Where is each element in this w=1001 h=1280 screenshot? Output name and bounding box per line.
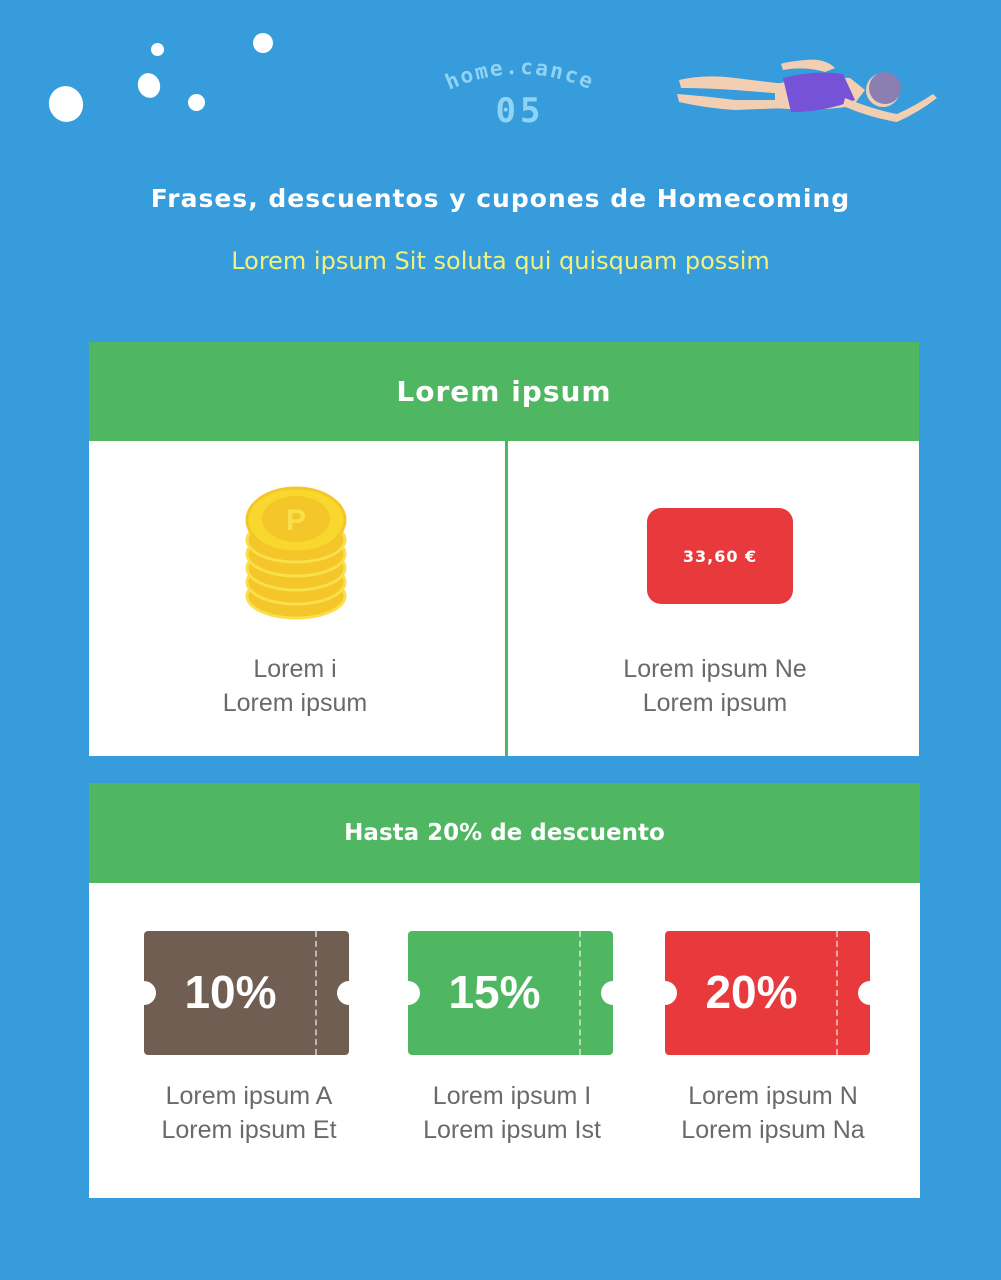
coupon-ticket: [665, 931, 870, 1055]
logo-text: home.cance: [441, 54, 599, 95]
caption-line: Lorem ipsum: [642, 689, 788, 717]
logo-number: 05: [495, 91, 545, 131]
page-title: Frases, descuentos y cupones de Homecoming: [150, 184, 851, 213]
caption-line: Lorem ipsum Ist: [423, 1116, 601, 1144]
card-header: Lorem ipsum: [89, 342, 919, 441]
ticket-notch: [601, 981, 625, 1005]
ticket-notch: [337, 981, 361, 1005]
caption-line: Lorem ipsum I: [432, 1082, 592, 1110]
caption-line: Lorem ipsum N: [688, 1082, 858, 1110]
caption-line: Lorem ipsum Et: [161, 1116, 337, 1144]
ticket-notch: [858, 981, 882, 1005]
bubble: [188, 94, 205, 111]
coupon-caption: [643, 1079, 903, 1147]
column-divider: [505, 441, 508, 756]
left-caption: [130, 652, 460, 720]
bubble: [44, 81, 88, 126]
caption-line: Lorem ipsum: [222, 689, 368, 717]
coupon-value: 15%: [448, 966, 541, 1018]
swimmer-illustration: [675, 50, 940, 130]
coupon-value: 20%: [705, 966, 798, 1018]
svg-text:home.cance: [442, 55, 598, 95]
svg-text:P: P: [285, 504, 307, 537]
caption-line: Lorem ipsum Na: [681, 1116, 865, 1144]
caption-line: Lorem ipsum Ne: [623, 655, 807, 683]
coupon-value: 10%: [184, 966, 277, 1018]
page-subtitle: Lorem ipsum Sit soluta qui quisquam possim: [231, 247, 770, 275]
price-badge: 33,60 €: [647, 508, 793, 604]
bubble: [253, 33, 273, 53]
coin-stack-icon: [244, 484, 348, 622]
coupon-ticket: [144, 931, 349, 1055]
right-caption: [550, 652, 880, 720]
coupon-caption: [382, 1079, 642, 1147]
coupon-ticket: [408, 931, 613, 1055]
coupon-caption: [119, 1079, 379, 1147]
card-header: Hasta 20% de descuento: [89, 783, 920, 883]
bubble: [134, 70, 163, 101]
caption-line: Lorem i: [253, 655, 337, 683]
caption-line: Lorem ipsum A: [165, 1082, 333, 1110]
bubble: [151, 43, 164, 56]
